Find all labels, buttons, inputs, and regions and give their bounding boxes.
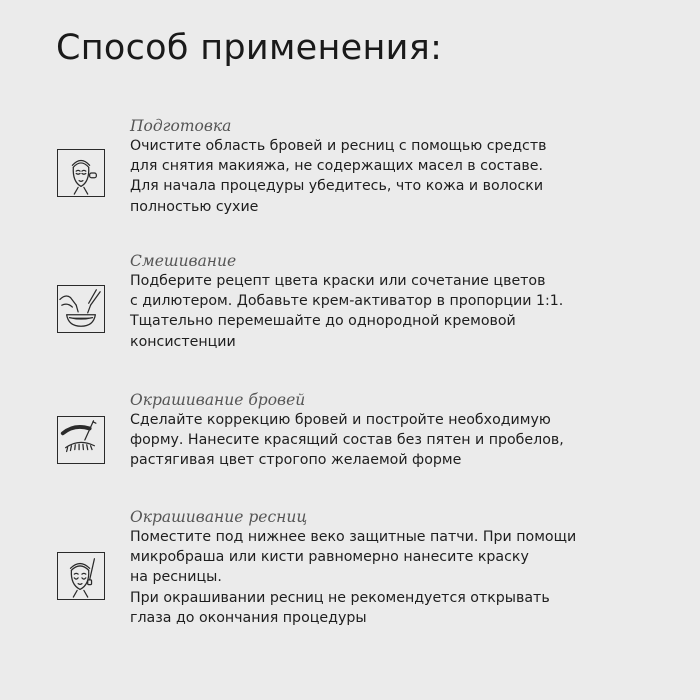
page-title: Способ применения: bbox=[56, 28, 443, 68]
step-heading: Подготовка bbox=[130, 117, 232, 135]
description-line: Подберите рецепт цвета краски или сочетание цветов bbox=[130, 273, 546, 289]
description-line: При окрашивании ресниц не рекомендуется открывать bbox=[130, 589, 550, 606]
description-line: глаза до окончания процедуры bbox=[130, 609, 367, 626]
description-line: для снятия макияжа, не содержащих масел в составе. bbox=[130, 158, 543, 175]
description-line: форму. Нанесите красящий состав без пятен и пробелов, bbox=[130, 432, 564, 449]
step-heading: Смешивание bbox=[130, 252, 237, 270]
face-cleansing-icon bbox=[57, 149, 105, 197]
description-line: Для начала процедуры убедитесь, что кожа и волоски bbox=[130, 178, 544, 195]
description-line: Очистите область бровей и ресниц с помощью средств bbox=[130, 138, 547, 154]
description-line: Тщательно перемешайте до однородной кремовой bbox=[130, 313, 516, 330]
step-description bbox=[130, 271, 563, 352]
lash-tinting-icon bbox=[57, 552, 105, 600]
mixing-bowl-icon bbox=[57, 285, 105, 333]
step-description bbox=[130, 136, 546, 217]
description-line: Поместите под нижнее веко защитные патчи. При помощи bbox=[130, 529, 577, 545]
description-line: Сделайте коррекцию бровей и постройте необходимую bbox=[130, 412, 551, 428]
brow-brush-icon bbox=[57, 416, 105, 464]
step-heading: Окрашивание ресниц bbox=[130, 508, 308, 526]
description-line: полностью сухие bbox=[130, 198, 259, 215]
description-line: растягивая цвет строгопо желаемой форме bbox=[130, 452, 462, 469]
description-line: с дилютером. Добавьте крем-активатор в пропорции 1:1. bbox=[130, 293, 564, 310]
description-line: на ресницы. bbox=[130, 569, 222, 586]
step-description bbox=[130, 410, 564, 471]
step-description bbox=[130, 527, 576, 628]
step-heading: Окрашивание бровей bbox=[130, 391, 306, 409]
description-line: консистенции bbox=[130, 333, 236, 350]
description-line: микробраша или кисти равномерно нанесите краску bbox=[130, 549, 529, 566]
